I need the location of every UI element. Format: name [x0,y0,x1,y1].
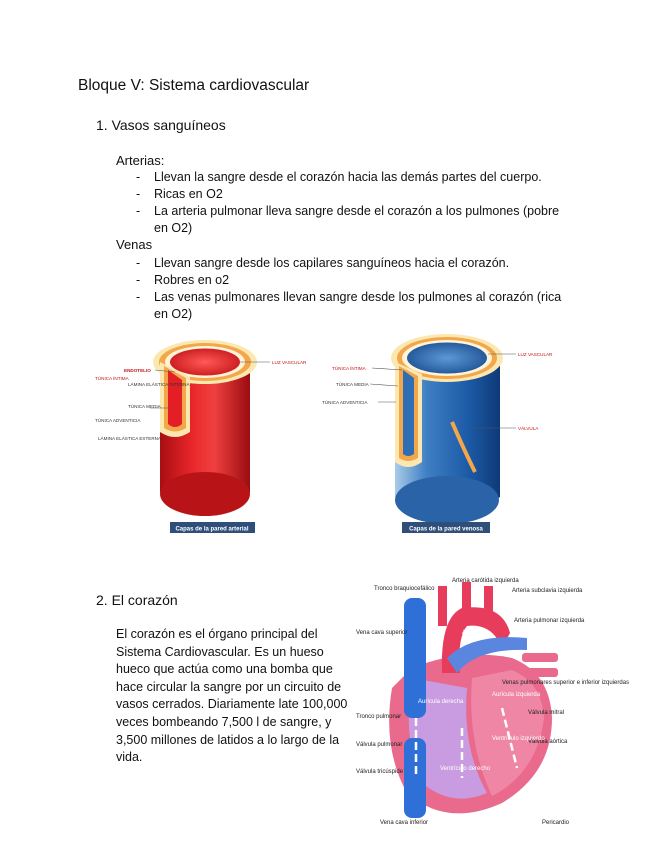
label-valvula-pulmonar: Válvula pulmonar [356,742,403,748]
list-item: - Robres en o2 [136,273,230,287]
arterias-label: Arterias: [116,153,165,168]
label-vena-cava-inf: Vena cava inferior [380,820,429,826]
label-ventriculo-der: Ventrículo derecho [440,766,491,772]
label-vena-intima: TÚNICA ÍNTIMA [332,366,366,371]
label-valvula-aortica: Válvula aórtica [528,739,568,745]
vessel-layers-figure [80,322,580,554]
section-heading-corazon: 2. El corazón [96,592,178,608]
label-lamina-interna: LÁMINA ELÁSTICA INTERNA [128,382,190,387]
label-vena-adventicia: TÚNICA ADVENTICIA [322,400,368,405]
label-tunica-adventicia: TÚNICA ADVENTICIA [95,418,141,423]
label-tronco: Tronco braquiocefálico [374,586,435,592]
list-item: - Llevan sangre desde los capilares sanguíneos hacia el corazón. [136,256,510,270]
list-item: - Llevan la sangre desde el corazón hacia las demás partes del cuerpo. [136,170,542,184]
label-ventriculo-izq: Ventrículo izquierdo [492,736,545,742]
vein-illustration [391,334,503,524]
label-pericardio: Pericardio [542,820,570,826]
list-item: - Las venas pulmonares llevan sangre desde los pulmones al corazón (rica en O2) [136,290,562,321]
label-lamina-externa: LÁMINA ELÁSTICA EXTERNA [98,436,162,441]
label-subclavia: Arteria subclavia izquierda [512,588,583,594]
heart-anatomy-figure [352,578,630,828]
venas-label: Venas [116,237,153,252]
label-auricula-der: Aurícula derecha [418,699,464,705]
vein-caption: Capas de la pared venosa [409,526,483,533]
label-valvula-mitral: Válvula mitral [528,710,565,716]
label-tunica-intima: TÚNICA ÍNTIMA [95,376,129,381]
label-tronco-pulmonar: Tronco pulmonar [356,714,402,720]
list-item: - Ricas en O2 [136,187,223,201]
list-item: - La arteria pulmonar lleva sangre desde el corazón a los pulmones (pobre en O2) [136,204,560,235]
label-luz-vena: LUZ VASCULAR [518,352,553,357]
label-vena-media: TÚNICA MEDIA [336,382,369,387]
corazon-paragraph: El corazón es el órgano principal del Sistema Cardiovascular. Es un hueso hueco que actúa como una bomba que hace circular la sangre por un circuito de vasos cerrados. Diariamente late 100,000 veces bombeando 7,500 l de sangre, y 3,500 millones de latidos a lo largo de la vida. [116,627,348,765]
label-valvula: VÁLVULA [518,426,539,431]
label-arteria-carotida: Arteria carótida izquierda [452,578,519,584]
label-venas-pulmonares: Venas pulmonares superior e inferior izquierdas [502,680,630,686]
page-title: Bloque V: Sistema cardiovascular [78,77,310,94]
label-luz-arteria: LUZ VASCULAR [272,360,307,365]
artery-illustration [153,340,257,516]
artery-caption: Capas de la pared arterial [175,526,249,533]
label-auricula-izq: Aurícula izquierda [492,692,541,698]
section-heading-vasos: 1. Vasos sanguíneos [96,117,226,133]
label-vena-cava-sup: Vena cava superior [356,630,408,636]
label-arteria-pulmonar: Arteria pulmonar izquierda [514,618,585,624]
label-valvula-tricuspide: Válvula tricúspide [356,769,404,775]
label-aorta: Aorta [462,630,477,636]
label-endotelio: ENDOTELIO [124,368,151,373]
label-tunica-media: TÚNICA MEDIA [128,404,161,409]
